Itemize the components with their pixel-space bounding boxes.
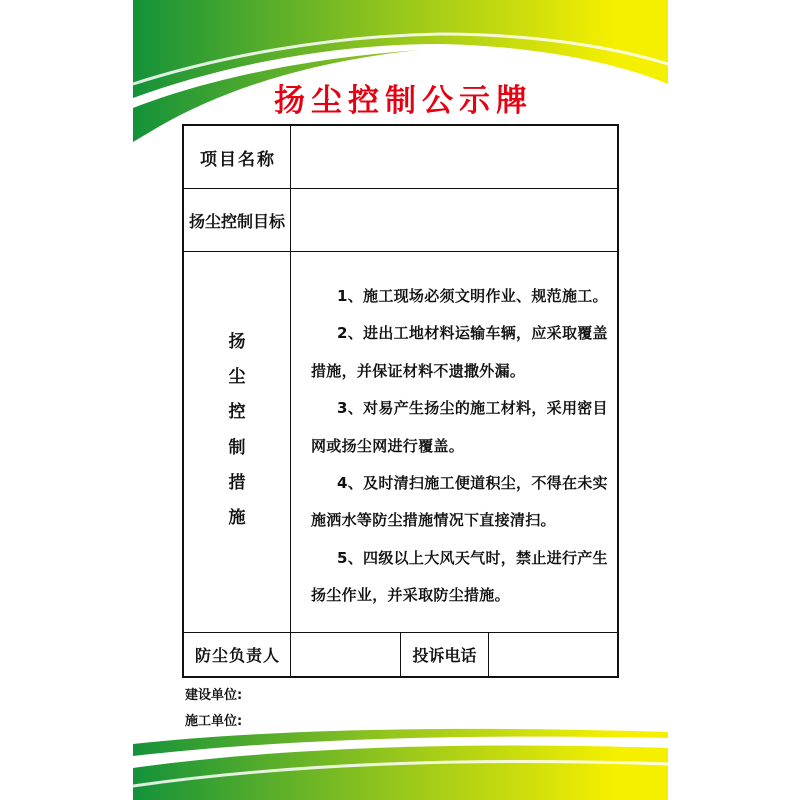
complaint-phone-label: 投诉电话 (412, 646, 477, 665)
measure-line: 扬尘作业，并采取防尘措施。 (311, 586, 510, 605)
measure-line: 1、施工现场必须文明作业、规范施工。 (337, 287, 608, 305)
info-table (182, 124, 619, 678)
measure-line: 3、对易产生扬尘的施工材料，采用密目 (337, 399, 608, 418)
measure-item-5 (311, 540, 608, 615)
measure-item-2 (311, 315, 608, 390)
contractor-unit-label: 施工单位: (185, 714, 243, 729)
dust-manager-label: 防尘负责人 (194, 646, 280, 665)
measure-line: 措施，并保证材料不遗撒外漏。 (311, 361, 526, 380)
dust-target-value-cell (291, 189, 617, 252)
measure-line: 5、四级以上大风天气时，禁止进行产生 (337, 548, 608, 567)
footer-wave (133, 745, 668, 800)
dust-manager-value-cell (291, 633, 401, 676)
measure-item-3 (311, 390, 608, 465)
project-name-value-cell (291, 126, 617, 189)
complaint-phone-value-cell (489, 633, 617, 676)
complaint-phone-label-cell (401, 633, 489, 676)
measure-item-1 (311, 278, 608, 315)
project-name-label: 项目名称 (200, 149, 276, 170)
measures-list (311, 278, 608, 615)
project-name-label-cell (184, 126, 291, 189)
measure-line: 网或扬尘网进行覆盖。 (311, 436, 465, 455)
dust-manager-label-cell (184, 633, 291, 676)
measures-label-cell (184, 252, 291, 633)
measure-line: 4、及时清扫施工便道积尘，不得在未实 (337, 473, 608, 492)
developer-unit-label: 建设单位: (185, 688, 243, 703)
measure-line: 施洒水等防尘措施情况下直接清扫。 (311, 511, 556, 530)
dust-target-label: 扬尘控制目标 (188, 211, 285, 231)
dust-target-label-cell (184, 189, 291, 252)
measure-line: 2、进出工地材料运输车辆，应采取覆盖 (337, 324, 608, 343)
measure-item-4 (311, 465, 608, 540)
measures-value-cell (291, 252, 617, 633)
measures-label: 扬尘控制措施 (228, 332, 246, 529)
sign-title: 扬尘控制公示牌 (274, 83, 533, 119)
